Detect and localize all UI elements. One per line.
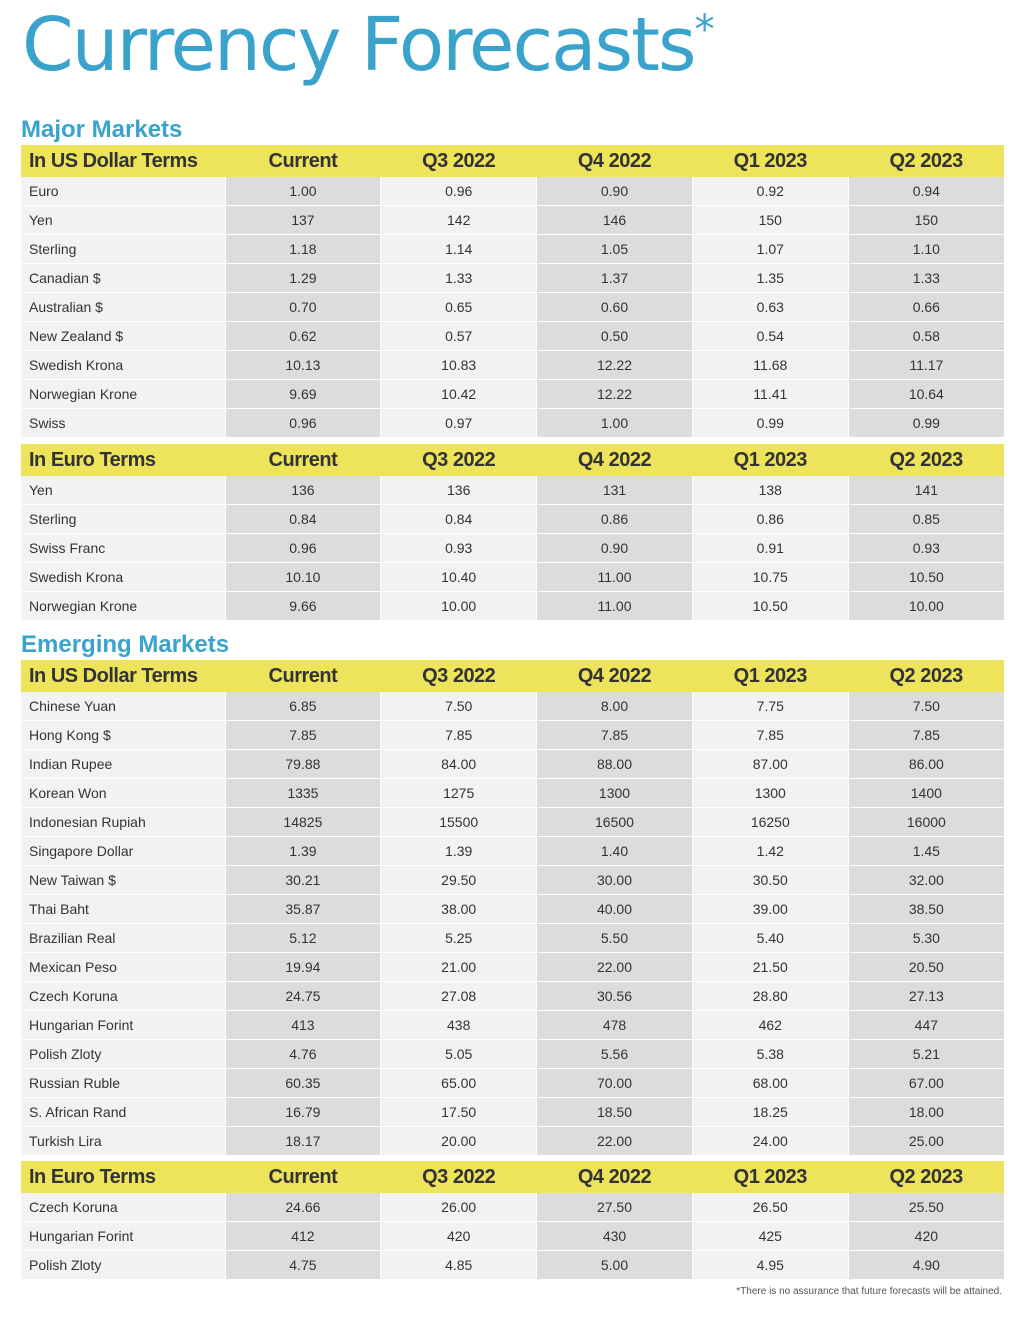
- forecast-value: 1.18: [225, 235, 381, 264]
- currency-name: Singapore Dollar: [21, 837, 225, 866]
- table-row: [21, 750, 1004, 779]
- forecast-value: 7.85: [692, 721, 848, 750]
- forecast-value: 79.88: [225, 750, 381, 779]
- forecast-value: 29.50: [381, 866, 537, 895]
- forecast-value: 26.00: [381, 1193, 537, 1222]
- forecast-value: 0.90: [537, 177, 693, 206]
- table-row: [21, 592, 1004, 621]
- column-header: Current: [225, 444, 381, 476]
- forecast-value: 0.58: [848, 322, 1004, 351]
- table-row: [21, 534, 1004, 563]
- forecast-value: 0.96: [225, 534, 381, 563]
- column-header: Current: [225, 660, 381, 692]
- forecast-value: 1.29: [225, 264, 381, 293]
- forecast-value: 1400: [848, 779, 1004, 808]
- forecast-value: 1.39: [225, 837, 381, 866]
- forecast-value: 27.08: [381, 982, 537, 1011]
- currency-name: Australian $: [21, 293, 225, 322]
- forecast-value: 20.50: [848, 953, 1004, 982]
- forecast-value: 7.85: [381, 721, 537, 750]
- forecast-value: 10.83: [381, 351, 537, 380]
- forecast-value: 10.42: [381, 380, 537, 409]
- table-row: [21, 1127, 1004, 1156]
- table-row: [21, 866, 1004, 895]
- currency-name: Hungarian Forint: [21, 1222, 225, 1251]
- table-row: [21, 692, 1004, 721]
- forecast-value: 10.75: [692, 563, 848, 592]
- forecast-value: 0.99: [692, 409, 848, 438]
- forecast-value: 18.25: [692, 1098, 848, 1127]
- forecast-value: 0.96: [381, 177, 537, 206]
- forecast-value: 1.40: [537, 837, 693, 866]
- forecast-value: 420: [848, 1222, 1004, 1251]
- forecast-value: 21.00: [381, 953, 537, 982]
- currency-name: Turkish Lira: [21, 1127, 225, 1156]
- forecast-value: 438: [381, 1011, 537, 1040]
- forecast-value: 5.21: [848, 1040, 1004, 1069]
- forecast-value: 11.41: [692, 380, 848, 409]
- forecast-value: 420: [381, 1222, 537, 1251]
- currency-name: Czech Koruna: [21, 1193, 225, 1222]
- currency-name: Sterling: [21, 235, 225, 264]
- forecast-value: 38.00: [381, 895, 537, 924]
- column-header: Current: [225, 145, 381, 177]
- table-row: [21, 206, 1004, 235]
- forecast-value: 84.00: [381, 750, 537, 779]
- forecast-value: 0.97: [381, 409, 537, 438]
- column-header: Q1 2023: [692, 1161, 848, 1193]
- forecast-value: 0.60: [537, 293, 693, 322]
- forecast-value: 447: [848, 1011, 1004, 1040]
- forecast-value: 4.95: [692, 1251, 848, 1280]
- forecast-value: 15500: [381, 808, 537, 837]
- table-row: [21, 380, 1004, 409]
- currency-name: Euro: [21, 177, 225, 206]
- forecast-value: 7.50: [848, 692, 1004, 721]
- currency-name: New Taiwan $: [21, 866, 225, 895]
- page-title: [22, 2, 713, 88]
- table-major-eur: [21, 444, 1004, 621]
- header-terms-label: In US Dollar Terms: [21, 145, 225, 177]
- section-title-emerging-markets: Emerging Markets: [21, 631, 230, 658]
- table-header-row: [21, 145, 1004, 177]
- table-row: [21, 837, 1004, 866]
- forecast-value: 5.30: [848, 924, 1004, 953]
- forecast-value: 0.62: [225, 322, 381, 351]
- footnote: *There is no assurance that future forecasts will be attained.: [736, 1286, 1002, 1297]
- forecast-value: 0.85: [848, 505, 1004, 534]
- forecast-value: 21.50: [692, 953, 848, 982]
- currency-name: Canadian $: [21, 264, 225, 293]
- forecast-value: 8.00: [537, 692, 693, 721]
- forecast-value: 10.40: [381, 563, 537, 592]
- forecast-value: 131: [537, 476, 693, 505]
- forecast-value: 1.39: [381, 837, 537, 866]
- table-row: [21, 563, 1004, 592]
- forecast-value: 4.76: [225, 1040, 381, 1069]
- currency-name: Yen: [21, 476, 225, 505]
- currency-name: Russian Ruble: [21, 1069, 225, 1098]
- currency-name: Swiss Franc: [21, 534, 225, 563]
- forecast-value: 10.13: [225, 351, 381, 380]
- table-row: [21, 721, 1004, 750]
- page-title-text: Currency Forecasts: [22, 2, 695, 88]
- forecast-value: 4.75: [225, 1251, 381, 1280]
- table-row: [21, 1040, 1004, 1069]
- currency-name: Sterling: [21, 505, 225, 534]
- currency-name: Swiss: [21, 409, 225, 438]
- forecast-value: 0.94: [848, 177, 1004, 206]
- column-header: Q2 2023: [848, 145, 1004, 177]
- currency-name: Mexican Peso: [21, 953, 225, 982]
- table-row: [21, 779, 1004, 808]
- forecast-value: 1.07: [692, 235, 848, 264]
- forecast-value: 1.33: [848, 264, 1004, 293]
- forecast-value: 16000: [848, 808, 1004, 837]
- forecast-value: 30.00: [537, 866, 693, 895]
- forecast-value: 86.00: [848, 750, 1004, 779]
- forecast-value: 0.93: [848, 534, 1004, 563]
- currency-name: Swedish Krona: [21, 563, 225, 592]
- forecast-value: 9.66: [225, 592, 381, 621]
- forecast-value: 5.00: [537, 1251, 693, 1280]
- forecast-value: 10.64: [848, 380, 1004, 409]
- column-header: Q1 2023: [692, 444, 848, 476]
- table-row: [21, 953, 1004, 982]
- forecast-value: 1.37: [537, 264, 693, 293]
- table-row: [21, 982, 1004, 1011]
- table-row: [21, 235, 1004, 264]
- forecast-value: 1.33: [381, 264, 537, 293]
- forecast-value: 5.50: [537, 924, 693, 953]
- currency-name: Polish Zloty: [21, 1251, 225, 1280]
- forecast-value: 150: [692, 206, 848, 235]
- column-header: Q3 2022: [381, 145, 537, 177]
- forecast-value: 425: [692, 1222, 848, 1251]
- currency-name: Korean Won: [21, 779, 225, 808]
- forecast-value: 4.90: [848, 1251, 1004, 1280]
- forecast-value: 0.63: [692, 293, 848, 322]
- column-header: Q4 2022: [537, 660, 693, 692]
- forecast-value: 5.05: [381, 1040, 537, 1069]
- forecast-value: 16500: [537, 808, 693, 837]
- header-terms-label: In Euro Terms: [21, 444, 225, 476]
- currency-name: Yen: [21, 206, 225, 235]
- forecast-value: 5.40: [692, 924, 848, 953]
- forecast-value: 0.92: [692, 177, 848, 206]
- forecast-value: 0.99: [848, 409, 1004, 438]
- table-row: [21, 264, 1004, 293]
- forecast-value: 1.10: [848, 235, 1004, 264]
- table-row: [21, 808, 1004, 837]
- currency-name: New Zealand $: [21, 322, 225, 351]
- forecast-value: 17.50: [381, 1098, 537, 1127]
- table-emerging-usd: [21, 660, 1004, 1156]
- forecast-value: 18.17: [225, 1127, 381, 1156]
- table-row: [21, 1098, 1004, 1127]
- forecast-value: 9.69: [225, 380, 381, 409]
- table-header-row: [21, 660, 1004, 692]
- forecast-value: 10.00: [848, 592, 1004, 621]
- forecast-value: 6.85: [225, 692, 381, 721]
- column-header: Q1 2023: [692, 145, 848, 177]
- table-header-row: [21, 444, 1004, 476]
- table-row: [21, 1222, 1004, 1251]
- forecast-value: 28.80: [692, 982, 848, 1011]
- forecast-value: 412: [225, 1222, 381, 1251]
- forecast-value: 0.65: [381, 293, 537, 322]
- forecast-value: 18.50: [537, 1098, 693, 1127]
- forecast-value: 1.00: [225, 177, 381, 206]
- forecast-value: 1300: [537, 779, 693, 808]
- currency-name: Hong Kong $: [21, 721, 225, 750]
- column-header: Q2 2023: [848, 1161, 1004, 1193]
- forecast-value: 0.93: [381, 534, 537, 563]
- forecast-value: 25.50: [848, 1193, 1004, 1222]
- forecast-value: 0.84: [381, 505, 537, 534]
- forecast-value: 16.79: [225, 1098, 381, 1127]
- forecast-value: 10.10: [225, 563, 381, 592]
- table-row: [21, 293, 1004, 322]
- table-emerging-eur: [21, 1161, 1004, 1280]
- currency-name: Hungarian Forint: [21, 1011, 225, 1040]
- column-header: Q1 2023: [692, 660, 848, 692]
- currency-name: Thai Baht: [21, 895, 225, 924]
- forecast-value: 5.56: [537, 1040, 693, 1069]
- forecast-value: 7.50: [381, 692, 537, 721]
- currency-name: S. African Rand: [21, 1098, 225, 1127]
- forecast-value: 30.21: [225, 866, 381, 895]
- table-row: [21, 476, 1004, 505]
- forecast-value: 10.00: [381, 592, 537, 621]
- table-row: [21, 409, 1004, 438]
- currency-name: Polish Zloty: [21, 1040, 225, 1069]
- table-row: [21, 924, 1004, 953]
- column-header: Q3 2022: [381, 660, 537, 692]
- column-header: Q4 2022: [537, 1161, 693, 1193]
- table-row: [21, 322, 1004, 351]
- forecast-value: 1.35: [692, 264, 848, 293]
- forecast-value: 27.50: [537, 1193, 693, 1222]
- forecast-value: 1.00: [537, 409, 693, 438]
- forecast-value: 22.00: [537, 1127, 693, 1156]
- forecast-value: 136: [225, 476, 381, 505]
- column-header: Current: [225, 1161, 381, 1193]
- forecast-value: 138: [692, 476, 848, 505]
- forecast-value: 150: [848, 206, 1004, 235]
- forecast-value: 25.00: [848, 1127, 1004, 1156]
- forecast-value: 7.85: [848, 721, 1004, 750]
- column-header: Q3 2022: [381, 444, 537, 476]
- currency-name: Brazilian Real: [21, 924, 225, 953]
- header-terms-label: In US Dollar Terms: [21, 660, 225, 692]
- currency-name: Indonesian Rupiah: [21, 808, 225, 837]
- forecast-value: 413: [225, 1011, 381, 1040]
- forecast-value: 0.91: [692, 534, 848, 563]
- table-row: [21, 895, 1004, 924]
- column-header: Q2 2023: [848, 660, 1004, 692]
- forecast-value: 19.94: [225, 953, 381, 982]
- forecast-value: 1.05: [537, 235, 693, 264]
- forecast-value: 18.00: [848, 1098, 1004, 1127]
- table-row: [21, 1011, 1004, 1040]
- forecast-value: 27.13: [848, 982, 1004, 1011]
- forecast-value: 67.00: [848, 1069, 1004, 1098]
- forecast-value: 5.12: [225, 924, 381, 953]
- forecast-value: 0.70: [225, 293, 381, 322]
- forecast-value: 430: [537, 1222, 693, 1251]
- table-major-usd: [21, 145, 1004, 438]
- forecast-value: 0.50: [537, 322, 693, 351]
- forecast-value: 0.66: [848, 293, 1004, 322]
- forecast-value: 1300: [692, 779, 848, 808]
- forecast-value: 32.00: [848, 866, 1004, 895]
- forecast-value: 70.00: [537, 1069, 693, 1098]
- table-row: [21, 1069, 1004, 1098]
- table-row: [21, 505, 1004, 534]
- forecast-value: 5.25: [381, 924, 537, 953]
- forecast-value: 22.00: [537, 953, 693, 982]
- table-row: [21, 177, 1004, 206]
- forecast-value: 0.84: [225, 505, 381, 534]
- forecast-value: 1.42: [692, 837, 848, 866]
- forecast-value: 7.85: [225, 721, 381, 750]
- forecast-value: 10.50: [692, 592, 848, 621]
- forecast-value: 462: [692, 1011, 848, 1040]
- table-header-row: [21, 1161, 1004, 1193]
- title-asterisk: *: [694, 7, 713, 53]
- forecast-value: 88.00: [537, 750, 693, 779]
- forecast-value: 136: [381, 476, 537, 505]
- forecast-value: 87.00: [692, 750, 848, 779]
- currency-name: Norwegian Krone: [21, 380, 225, 409]
- forecast-value: 68.00: [692, 1069, 848, 1098]
- forecast-value: 24.75: [225, 982, 381, 1011]
- forecast-value: 0.57: [381, 322, 537, 351]
- forecast-value: 4.85: [381, 1251, 537, 1280]
- currency-name: Czech Koruna: [21, 982, 225, 1011]
- forecast-value: 24.00: [692, 1127, 848, 1156]
- forecast-value: 0.90: [537, 534, 693, 563]
- currency-name: Swedish Krona: [21, 351, 225, 380]
- forecast-value: 16250: [692, 808, 848, 837]
- column-header: Q4 2022: [537, 444, 693, 476]
- forecast-value: 0.54: [692, 322, 848, 351]
- forecast-value: 141: [848, 476, 1004, 505]
- forecast-value: 12.22: [537, 380, 693, 409]
- forecast-value: 24.66: [225, 1193, 381, 1222]
- currency-name: Norwegian Krone: [21, 592, 225, 621]
- forecast-value: 38.50: [848, 895, 1004, 924]
- forecast-value: 60.35: [225, 1069, 381, 1098]
- currency-name: Chinese Yuan: [21, 692, 225, 721]
- table-row: [21, 1251, 1004, 1280]
- column-header: Q2 2023: [848, 444, 1004, 476]
- forecast-value: 5.38: [692, 1040, 848, 1069]
- forecast-value: 39.00: [692, 895, 848, 924]
- forecast-value: 7.75: [692, 692, 848, 721]
- forecast-value: 0.86: [692, 505, 848, 534]
- forecast-value: 14825: [225, 808, 381, 837]
- forecast-value: 35.87: [225, 895, 381, 924]
- forecast-value: 11.00: [537, 563, 693, 592]
- table-row: [21, 1193, 1004, 1222]
- table-row: [21, 351, 1004, 380]
- forecast-value: 7.85: [537, 721, 693, 750]
- forecast-value: 1335: [225, 779, 381, 808]
- forecast-value: 30.50: [692, 866, 848, 895]
- forecast-value: 478: [537, 1011, 693, 1040]
- column-header: Q4 2022: [537, 145, 693, 177]
- forecast-value: 1.14: [381, 235, 537, 264]
- forecast-value: 10.50: [848, 563, 1004, 592]
- forecast-value: 20.00: [381, 1127, 537, 1156]
- forecast-value: 1.45: [848, 837, 1004, 866]
- forecast-value: 40.00: [537, 895, 693, 924]
- forecast-value: 0.86: [537, 505, 693, 534]
- forecast-value: 12.22: [537, 351, 693, 380]
- forecast-value: 11.00: [537, 592, 693, 621]
- forecast-value: 1275: [381, 779, 537, 808]
- forecast-value: 11.68: [692, 351, 848, 380]
- forecast-value: 11.17: [848, 351, 1004, 380]
- forecast-value: 0.96: [225, 409, 381, 438]
- forecast-value: 30.56: [537, 982, 693, 1011]
- column-header: Q3 2022: [381, 1161, 537, 1193]
- forecast-value: 65.00: [381, 1069, 537, 1098]
- section-title-major-markets: Major Markets: [21, 116, 183, 143]
- currency-name: Indian Rupee: [21, 750, 225, 779]
- forecast-value: 142: [381, 206, 537, 235]
- forecast-value: 26.50: [692, 1193, 848, 1222]
- header-terms-label: In Euro Terms: [21, 1161, 225, 1193]
- forecast-value: 146: [537, 206, 693, 235]
- forecast-value: 137: [225, 206, 381, 235]
